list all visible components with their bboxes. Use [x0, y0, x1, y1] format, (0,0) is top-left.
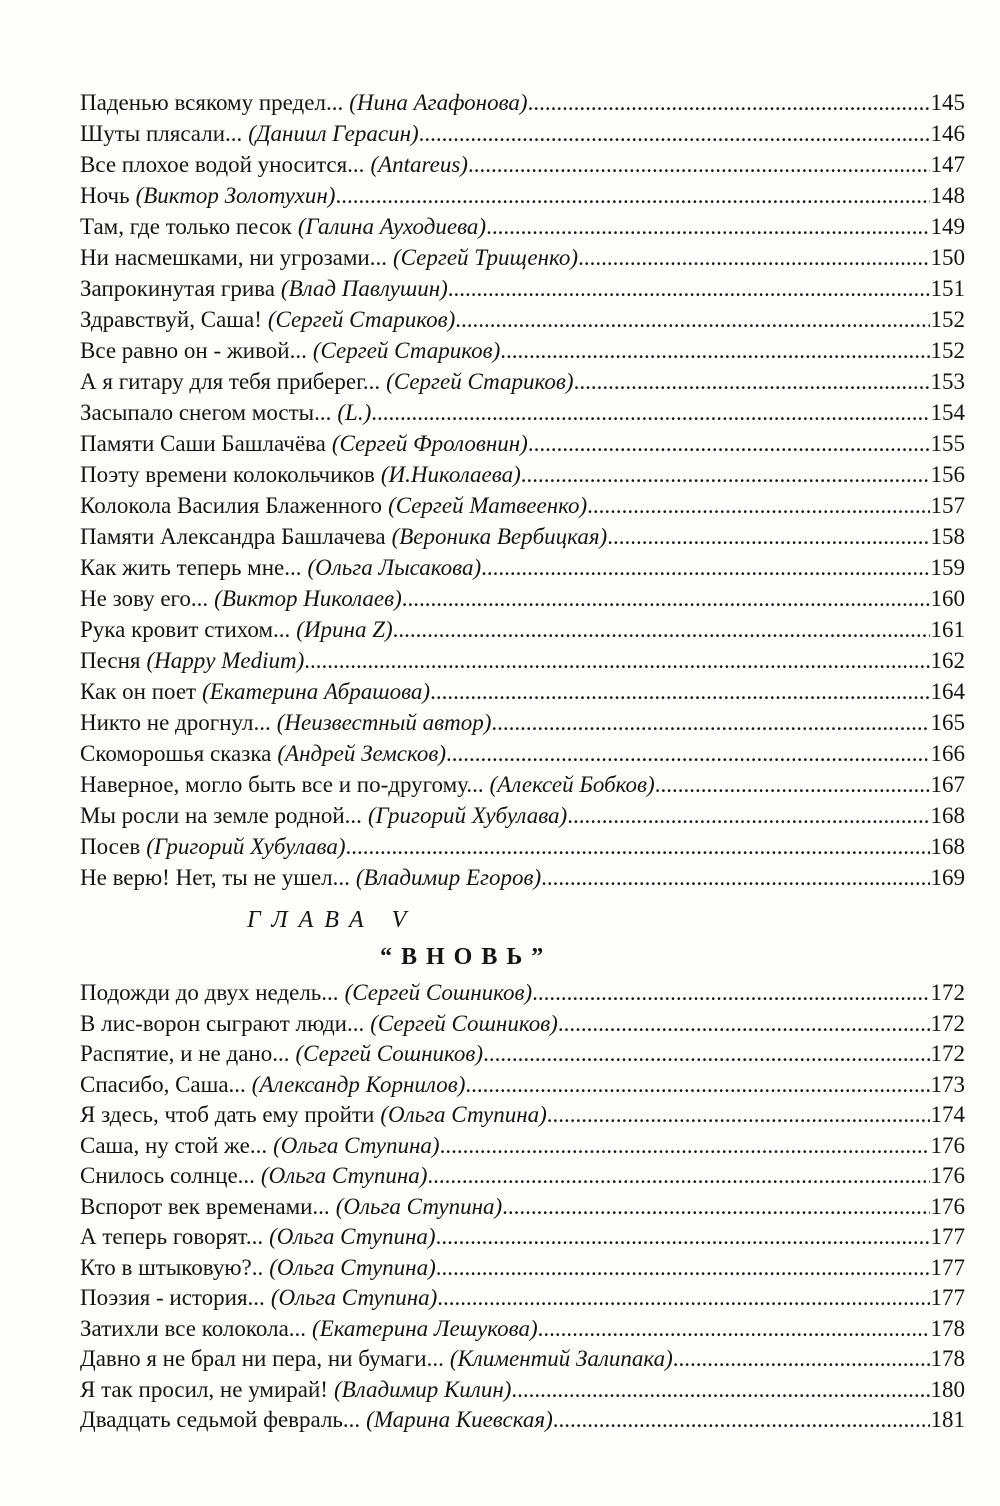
entry-page-number: 159 [930, 555, 965, 580]
entry-author: (Даниил Герасин) [248, 121, 419, 146]
dot-leader [455, 304, 929, 335]
toc-entry [80, 490, 965, 521]
dot-leader [578, 242, 929, 273]
dot-leader [481, 552, 929, 583]
toc-entry [80, 645, 965, 676]
entry-author: (Ольга Ступина) [269, 1254, 436, 1280]
entry-title: Спасибо, Саша... [80, 1071, 246, 1097]
entry-author: (Вероника Вербицкая) [391, 524, 608, 549]
toc-entry [80, 1039, 965, 1070]
entry-title: Поэту времени колокольчиков [80, 462, 375, 487]
toc-entry [80, 978, 965, 1009]
entry-title: Я так просил, не умирай! [80, 1376, 328, 1402]
entry-author: (Алексей Бобков) [489, 772, 655, 797]
toc-entry [80, 1100, 965, 1131]
entry-author: (И.Николаева) [380, 462, 521, 487]
dot-leader [553, 1405, 930, 1436]
dot-leader [446, 738, 929, 769]
entry-page-number: 172 [930, 1041, 965, 1066]
toc-entry [80, 831, 965, 862]
dot-leader [558, 1009, 930, 1040]
toc-entry [80, 862, 965, 893]
toc-entry [80, 1070, 965, 1101]
entry-author: (Ольга Ступина) [260, 1163, 428, 1188]
dot-leader [538, 1314, 930, 1345]
dot-leader [528, 87, 930, 118]
entry-title: Рука кровит стихом... [80, 617, 291, 642]
toc-entry [80, 304, 965, 335]
entry-author: (Неизвестный автор) [276, 710, 492, 735]
entry-author: (Екатерина Абрашова) [202, 679, 431, 704]
entry-title: Я здесь, чтоб дать ему пройти [80, 1102, 375, 1127]
entry-author: (Сергей Трищенко) [392, 245, 579, 270]
dot-leader [567, 800, 929, 831]
entry-title: А теперь говорят... [80, 1224, 264, 1249]
toc-entry [80, 87, 965, 118]
entry-page-number: 178 [930, 1315, 965, 1341]
entry-page-number: 153 [930, 369, 965, 394]
entry-page-number: 148 [930, 183, 965, 208]
entry-title: Затихли все колокола... [80, 1315, 307, 1341]
entry-author: (Нина Агафонова) [349, 90, 528, 115]
entry-author: (Сергей Сошников) [344, 980, 533, 1005]
entry-title: Как он поет [80, 679, 197, 704]
entry-author: (Галина Ауходиева) [297, 214, 487, 239]
toc-entry [80, 118, 965, 149]
toc-entry [80, 1283, 965, 1314]
entry-title: Не зову его... [80, 586, 209, 611]
entry-title: Все равно он - живой... [80, 338, 307, 363]
toc-entry [80, 242, 965, 273]
entry-page-number: 176 [930, 1193, 965, 1219]
entry-page-number: 152 [930, 307, 965, 332]
entry-author: (Владимир Егоров) [355, 865, 542, 890]
entry-title: Мы росли на земле родной... [80, 803, 362, 828]
entry-title: Ни насмешками, ни угрозами... [80, 245, 387, 270]
entry-title: Подожди до двух недель... [80, 980, 339, 1005]
entry-page-number: 147 [930, 152, 965, 177]
dot-leader [427, 1161, 929, 1192]
entry-title: А я гитару для тебя приберег... [80, 369, 381, 394]
entry-page-number: 161 [930, 617, 965, 642]
dot-leader [436, 1222, 930, 1253]
entry-author: (Владимир Килин) [333, 1376, 512, 1402]
entry-page-number: 149 [930, 214, 965, 239]
entry-author: (Сергей Стариков) [386, 369, 574, 394]
toc-entry [80, 1222, 965, 1253]
entry-author: (Ольга Ступина) [380, 1102, 547, 1127]
entry-page-number: 168 [930, 834, 965, 859]
entry-title: Колокола Василия Блаженного [80, 493, 383, 518]
entry-author: (Сергей Матвеенко) [388, 493, 588, 518]
entry-page-number: 178 [930, 1346, 965, 1371]
entry-author: (Сергей Сошников) [295, 1041, 484, 1066]
entry-author: (Сергей Фроловнин) [331, 431, 528, 456]
toc-entry [80, 1253, 965, 1284]
entry-title: Запрокинутая грива [80, 276, 275, 301]
entry-page-number: 172 [930, 1010, 965, 1036]
entry-title: Кто в штыковую?.. [80, 1254, 264, 1280]
entry-author: (Екатерина Лешукова) [312, 1315, 538, 1341]
entry-page-number: 160 [930, 586, 965, 611]
dot-leader [437, 1283, 929, 1314]
dot-leader [521, 459, 930, 490]
entry-author: (Antareus) [370, 152, 468, 177]
toc-entry [80, 1009, 965, 1040]
toc-entry [80, 552, 965, 583]
dot-leader [402, 583, 930, 614]
dot-leader [465, 1070, 929, 1101]
entry-title: Никто не дрогнул... [80, 710, 271, 735]
entry-page-number: 164 [930, 679, 965, 704]
entry-author: (Сергей Стариков) [312, 338, 501, 363]
entry-page-number: 156 [930, 462, 965, 487]
entry-author: (Марина Киевская) [366, 1407, 553, 1432]
dot-leader [304, 645, 929, 676]
entry-page-number: 162 [930, 648, 965, 673]
toc-entry [80, 1192, 965, 1223]
entry-author: (Григорий Хубулава) [367, 803, 568, 828]
dot-leader [500, 335, 929, 366]
entry-page-number: 151 [930, 276, 965, 301]
toc-entry [80, 738, 965, 769]
dot-leader [532, 978, 929, 1009]
entry-page-number: 158 [930, 524, 965, 549]
entry-title: Снилось солнце... [80, 1163, 255, 1188]
dot-leader [511, 1375, 929, 1406]
entry-author: (Happy Medium) [146, 648, 305, 673]
entry-author: (Сергей Сошников) [370, 1010, 558, 1036]
toc-entry [80, 1131, 965, 1162]
entry-title: Распятие, и не дано... [80, 1041, 290, 1066]
entry-page-number: 172 [930, 980, 965, 1005]
toc-entry [80, 583, 965, 614]
entry-title: Скоморошья сказка [80, 741, 272, 766]
entry-page-number: 174 [930, 1102, 965, 1127]
entry-page-number: 154 [930, 400, 965, 425]
entry-title: Саша, ну стой же... [80, 1132, 268, 1158]
entry-page-number: 176 [930, 1163, 965, 1188]
entry-author: (Влад Павлушин) [280, 276, 448, 301]
toc-entry [80, 614, 965, 645]
dot-leader [448, 273, 930, 304]
toc-entry [80, 1344, 965, 1375]
dot-leader [483, 1039, 929, 1070]
toc-entry [80, 1405, 965, 1436]
entry-author: (Виктор Золотухин) [135, 183, 336, 208]
toc-entry [80, 769, 965, 800]
dot-leader [574, 366, 930, 397]
entry-author: (Ольга Ступина) [273, 1132, 440, 1158]
entry-page-number: 169 [930, 865, 965, 890]
entry-author: (Климентий Залипака) [449, 1346, 673, 1371]
dot-leader [346, 831, 930, 862]
dot-leader [528, 428, 930, 459]
entry-page-number: 167 [930, 772, 965, 797]
dot-leader [393, 614, 930, 645]
toc-entry [80, 521, 965, 552]
entry-author: (Виктор Николаев) [214, 586, 402, 611]
entry-title: Песня [80, 648, 141, 673]
entry-author: (L.) [337, 400, 372, 425]
toc-entry [80, 397, 965, 428]
dot-leader [655, 769, 930, 800]
dot-leader [335, 180, 929, 211]
dot-leader [541, 862, 929, 893]
toc-entry [80, 800, 965, 831]
entry-title: Засыпало снегом мосты... [80, 400, 332, 425]
dot-leader [502, 1192, 929, 1223]
entry-page-number: 180 [930, 1376, 965, 1402]
entry-title: Наверное, могло быть все и по-другому... [80, 772, 484, 797]
entry-author: (Ольга Ступина) [269, 1224, 436, 1249]
dot-leader [587, 490, 929, 521]
toc-entry [80, 1375, 965, 1406]
dot-leader [607, 521, 929, 552]
entry-title: Давно я не брал ни пера, ни бумаги... [80, 1346, 444, 1371]
entry-title: Двадцать седьмой февраль... [80, 1407, 361, 1432]
chapter-title: “ВНОВЬ” [380, 944, 553, 970]
dot-leader [430, 676, 929, 707]
entry-title: Памяти Саши Башлачёва [80, 431, 326, 456]
dot-leader [419, 118, 930, 149]
entry-page-number: 157 [930, 493, 965, 518]
entry-page-number: 177 [930, 1285, 965, 1310]
entry-page-number: 176 [930, 1132, 965, 1158]
toc-entry [80, 1161, 965, 1192]
entry-page-number: 155 [930, 431, 965, 456]
entry-title: Здравствуй, Саша! [80, 307, 262, 332]
dot-leader [491, 707, 929, 738]
entry-author: (Андрей Земсков) [277, 741, 447, 766]
entry-author: (Ольга Лысакова) [307, 555, 482, 580]
entry-title: Памяти Александра Башлачева [80, 524, 386, 549]
entry-title: Паденью всякому предел... [80, 90, 344, 115]
dot-leader [371, 397, 929, 428]
toc-list-part2 [80, 978, 965, 1436]
entry-page-number: 152 [930, 338, 965, 363]
chapter-label: ГЛАВА V [247, 907, 418, 933]
entry-title: Не верю! Нет, ты не ушел... [80, 865, 350, 890]
entry-title: Вспорот век временами... [80, 1193, 330, 1219]
entry-title: Как жить теперь мне... [80, 555, 302, 580]
toc-entry [80, 273, 965, 304]
toc-entry [80, 1314, 965, 1345]
entry-author: (Сергей Стариков) [267, 307, 456, 332]
entry-page-number: 177 [930, 1254, 965, 1280]
entry-title: Все плохое водой уносится... [80, 152, 365, 177]
entry-page-number: 165 [930, 710, 965, 735]
toc-entry [80, 335, 965, 366]
toc-entry [80, 428, 965, 459]
dot-leader [486, 211, 929, 242]
entry-page-number: 173 [930, 1071, 965, 1097]
toc-entry [80, 149, 965, 180]
entry-author: (Ирина Z) [296, 617, 393, 642]
toc-entry [80, 707, 965, 738]
toc-entry [80, 211, 965, 242]
entry-page-number: 146 [930, 121, 965, 146]
entry-page-number: 177 [930, 1224, 965, 1249]
entry-page-number: 145 [930, 90, 965, 115]
entry-title: Посев [80, 834, 141, 859]
entry-page-number: 150 [930, 245, 965, 270]
entry-page-number: 181 [930, 1407, 965, 1432]
entry-title: Поэзия - история... [80, 1285, 265, 1310]
dot-leader [547, 1100, 930, 1131]
entry-page-number: 166 [930, 741, 965, 766]
toc-entry [80, 459, 965, 490]
entry-author: (Ольга Ступина) [335, 1193, 503, 1219]
dot-leader [436, 1253, 930, 1284]
entry-author: (Ольга Ступина) [270, 1285, 438, 1310]
entry-title: Там, где только песок [80, 214, 292, 239]
dot-leader [673, 1344, 930, 1375]
dot-leader [468, 149, 930, 180]
entry-page-number: 168 [930, 803, 965, 828]
entry-title: В лис-ворон сыграют люди... [80, 1010, 365, 1036]
toc-entry [80, 180, 965, 211]
entry-author: (Александр Корнилов) [251, 1071, 466, 1097]
entry-title: Ночь [80, 183, 130, 208]
toc-list-part1 [80, 87, 965, 893]
toc-entry [80, 366, 965, 397]
toc-entry [80, 676, 965, 707]
entry-title: Шуты плясали... [80, 121, 243, 146]
dot-leader [440, 1131, 930, 1162]
entry-author: (Григорий Хубулава) [146, 834, 346, 859]
